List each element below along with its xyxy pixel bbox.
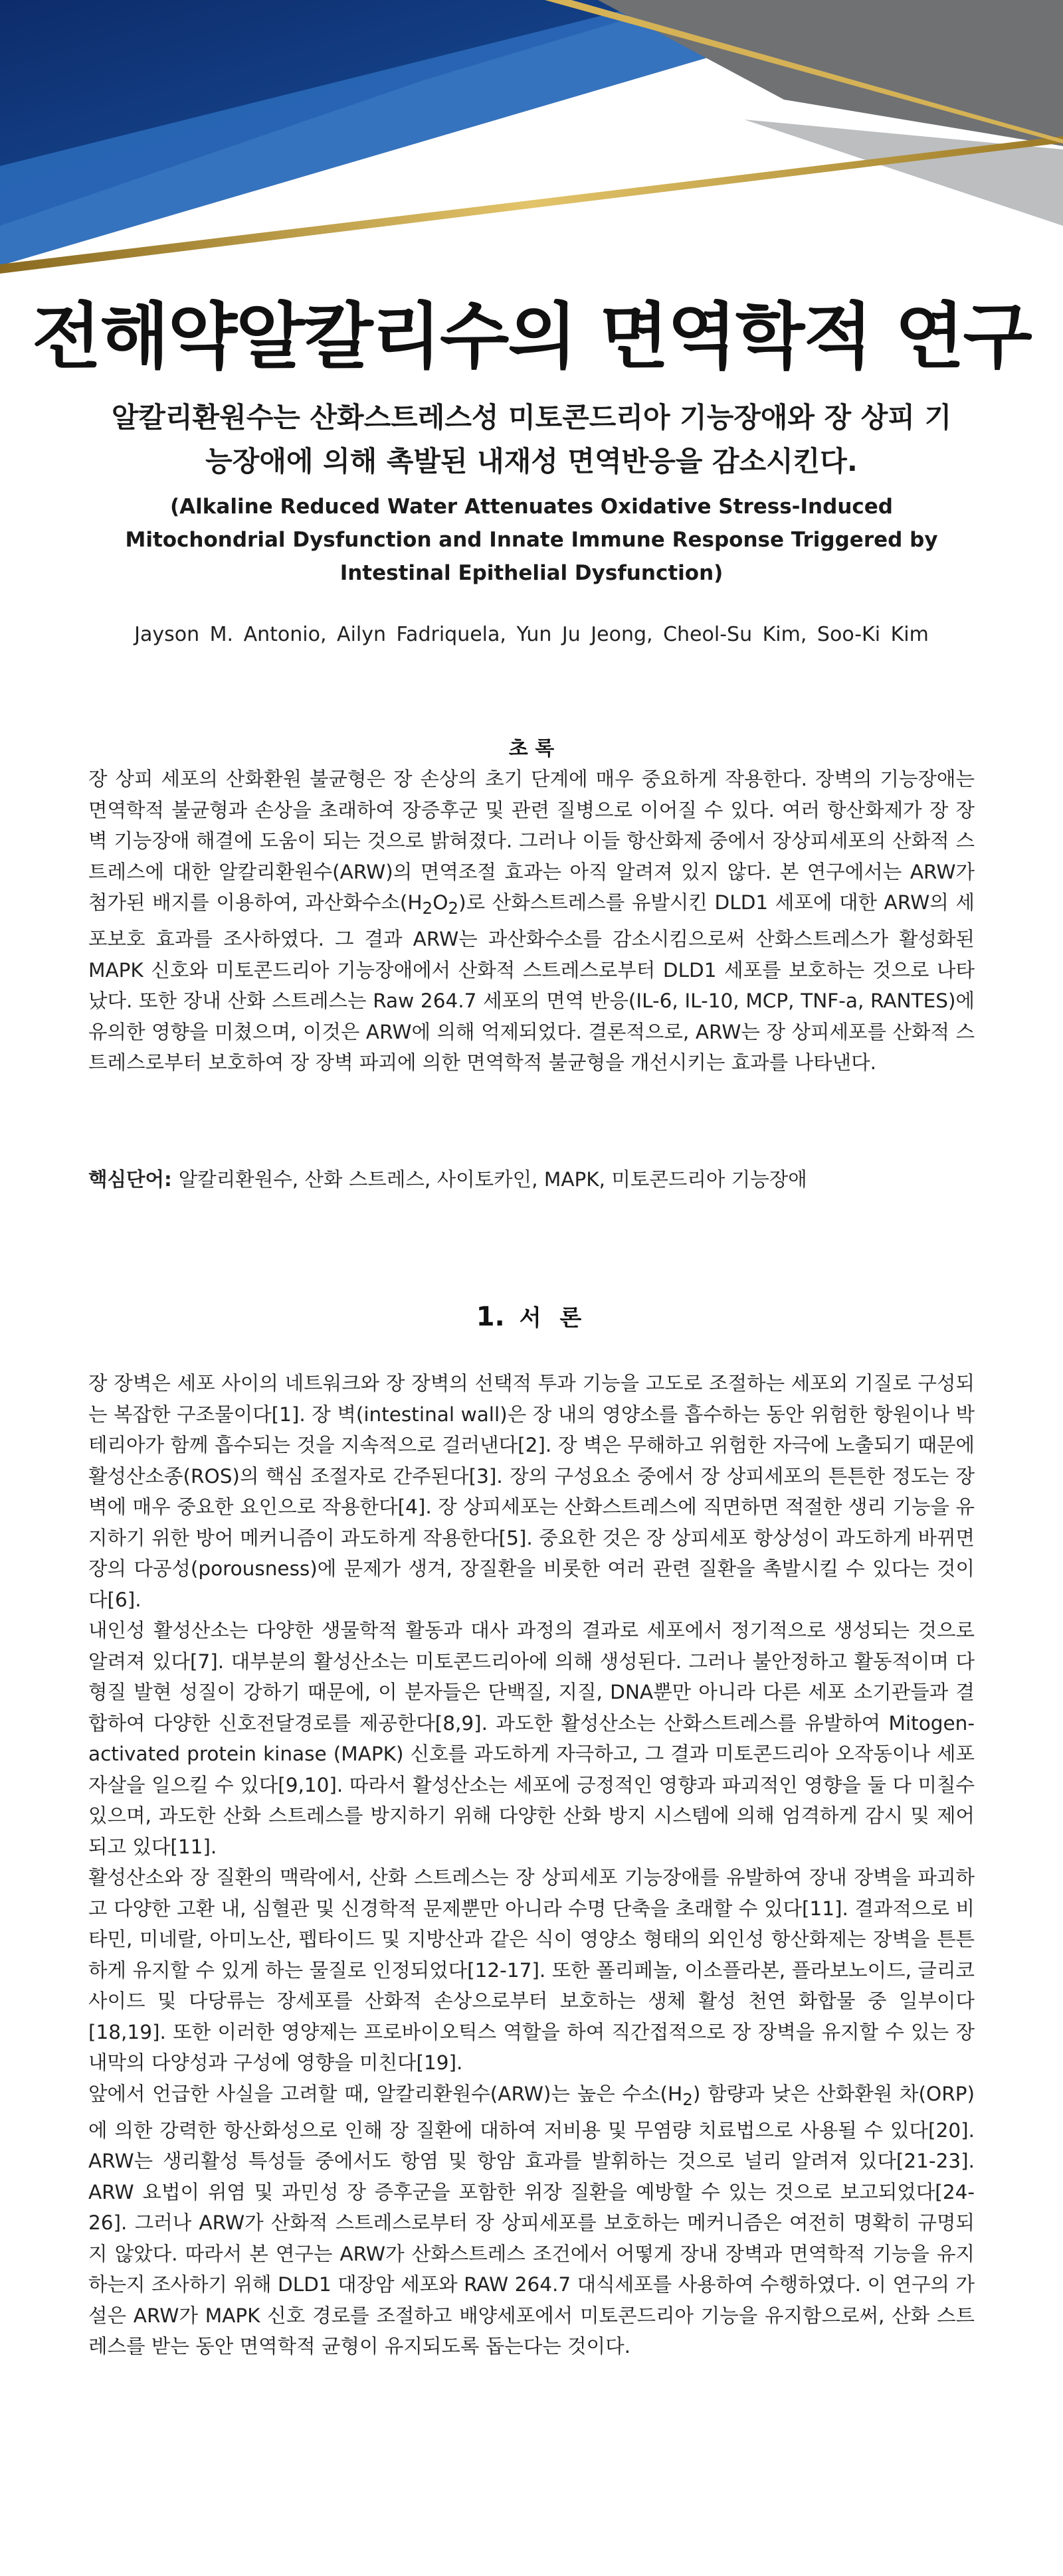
abstract-text-part2: )로 산화스트레스를 유발시킨 DLD1 세포에 대한 ARW의 세포보호 효과를 조사하였다. 그 결과 ARW는 과산화수소를 감소시킴으로써 산화스트레스가 활성화된 MAPK 신호와 미토콘드리아 기능장애에서 산화적 스트레스로부터 DLD1 세포를 보호하는 것으로 나타났다. 또한 장내 산화 스트레스는 Raw 264.7 세포의 면역 반응(IL-6, IL-10, MCP, TNF-a, RANTES)에 유의한 영향을 미쳤으며, 이것은 ARW에 의해 억제되었다. 결론적으로, ARW는 장 상피세포를 산화적 스트레스로부터 보호하여 장 장벽 파괴에 의한 면역학적 불균형을 개선시키는 효과를 나타낸다. [88,891,975,1074]
keywords-list: 알칼리환원수, 산화 스트레스, 사이토카인, MAPK, 미토콘드리아 기능장애 [178,1168,807,1191]
header-banner [0,0,1063,292]
keywords-label: 핵심단어: [88,1168,172,1191]
h2o2-formula: $H_2O_2$ [407,891,459,918]
intro-body [88,1368,975,2362]
banner-dark-gray-shape [598,0,1063,146]
keywords [88,1164,975,1192]
subtitle-korean: 알칼리환원수는 산화스트레스성 미토콘드리아 기능장애와 장 상피 기능장애에 의해 촉발된 내재성 면역반응을 감소시킨다. [111,401,952,477]
intro-paragraph-3: 활성산소와 장 질환의 맥락에서, 산화 스트레스는 장 상피세포 기능장애를 유발하여 장내 장벽을 파괴하고 다양한 고환 내, 심혈관 및 신경학적 문제뿐만 아니라 수명 단축을 초래할 수 있다[11]. 결과적으로 비타민, 미네랄, 아미노산, 펩타이드 및 지방산과 같은 식이 영양소 형태의 외인성 항산화제는 장벽을 튼튼하게 유지할 수 있게 하는 물질로 인정되었다[12-17]. 또한 폴리페놀, 이소플라본, 플라보노이드, 글리코사이드 및 다당류는 장세포를 산화적 손상으로부터 보호하는 생체 활성 천연 화합물 중 일부이다[18,19]. 또한 이러한 영양제는 프로바이오틱스 역할을 하여 직간접적으로 장 장벽을 유지할 수 있는 장 내막의 다양성과 구성에 영향을 미친다[19]. [88,1866,975,2074]
intro-paragraph-1: 장 장벽은 세포 사이의 네트워크와 장 장벽의 선택적 투과 기능을 고도로 조절하는 세포외 기질로 구성되는 복잡한 구조물이다[1]. 장 벽(intestinal wall)은 장 내의 영양소를 흡수하는 동안 위험한 항원이나 박테리아가 함께 흡수되는 것을 지속적으로 걸러낸다[2]. 장 벽은 무해하고 위험한 자극에 노출되기 때문에 활성산소종(ROS)의 핵심 조절자로 간주된다[3]. 장의 구성요소 중에서 장 상피세포의 튼튼한 정도는 장벽에 매우 중요한 요인으로 작용한다[4]. 장 상피세포는 산화스트레스에 직면하면 적절한 생리 기능을 유지하기 위한 방어 메커니즘이 과도하게 작용한다[5]. 중요한 것은 장 상피세포 항상성이 과도하게 바뀌면 장의 다공성(porousness)에 문제가 생겨, 장질환을 비롯한 여러 관련 질환을 촉발시킬 수 있다는 것이다[6]. [88,1372,975,1611]
abstract-text-part1: 장 상피 세포의 산화환원 불균형은 장 손상의 초기 단계에 매우 중요하게 작용한다. 장벽의 기능장애는 면역학적 불균형과 손상을 초래하여 장증후군 및 관련 질병으로 이어질 수 있다. 여러 항산화제가 장 장벽 기능장애 해결에 도움이 되는 것으로 밝혀졌다. 그러나 이들 항산화제 중에서 장상피세포의 산화적 스트레스에 대한 알칼리환원수(ARW)의 면역조절 효과는 아직 알려져 있지 않다. 본 연구에서는 ARW가 첨가된 배지를 이용하여, 과산화수소( [88,768,975,914]
intro-paragraph-2: 내인성 활성산소는 다양한 생물학적 활동과 대사 과정의 결과로 세포에서 정기적으로 생성되는 것으로 알려져 있다[7]. 대부분의 활성산소는 미토콘드리아에 의해 생성된다. 그러나 불안정하고 활동적이며 다형질 발현 성질이 강하기 때문에, 이 분자들은 단백질, 지질, DNA뿐만 아니라 다른 세포 소기관들과 결합하여 다양한 신호전달경로를 제공한다[8,9]. 과도한 활성산소는 산화스트레스를 유발하여 Mitogen-activated protein kinase (MAPK) 신호를 과도하게 자극하고, 그 결과 미토콘드리아 오작동이나 세포자살을 일으킬 수 있다[9,10]. 따라서 활성산소는 세포에 긍정적인 영향과 파괴적인 영향을 둘 다 미칠수 있으며, 과도한 산화 스트레스를 방지하기 위해 다양한 산화 방지 시스템에 의해 엄격하게 감시 및 제어되고 있다[11]. [88,1619,975,1858]
page-title: 전해약알칼리수의 면역학적 연구 [32,296,1031,379]
section-number: 1. [476,1302,505,1332]
intro-paragraph-4: 앞에서 언급한 사실을 고려할 때, 알칼리환원수(ARW)는 높은 수소$(H_2)$ 함량과 낮은 산화환원 차(ORP)에 의한 강력한 항산화성으로 인해 장 질환에 대하여 저비용 및 무염량 치료법으로 사용될 수 있다[20]. ARW는 생리활성 특성들 중에서도 항염 및 항암 효과를 발휘하는 것으로 널리 알려져 있다[21-23]. ARW 요법이 위염 및 과민성 장 증후군을 포함한 위장 질환을 예방할 수 있는 것으로 보고되었다[24-26]. 그러나 ARW가 산화적 스트레스로부터 장 상피세포를 보호하는 메커니즘은 여전히 명확히 규명되지 않았다. 따라서 본 연구는 ARW가 산화스트레스 조건에서 어떻게 장내 장벽과 면역학적 기능을 유지하는지 조사하기 위해 DLD1 대장암 세포와 RAW 264.7 대식세포를 사용하여 수행하였다. 이 연구의 가설은 ARW가 MAPK 신호 경로를 조절하고 배양세포에서 미토콘드리아 기능을 유지함으로써, 산화 스트레스를 받는 동안 면역학적 균형이 유지되도록 돕는다는 것이다. [88,2082,975,2358]
abstract-paragraph [88,764,975,1078]
subtitle-english: (Alkaline Reduced Water Attenuates Oxidative Stress-Induced Mitochondrial Dysfunction and Innate Immune Response Triggered by Intestinal Epithelial Dysfunction) [125,495,938,585]
abstract-body [88,764,975,1078]
section-title: 서 론 [519,1305,587,1331]
author-list: Jayson M. Antonio, Ailyn Fadriquela, Yun Ju Jeong, Cheol-Su Kim, Soo-Ki Kim [134,623,929,646]
intro-heading [0,1300,1063,1332]
abstract-heading: 초 록 [508,737,555,760]
